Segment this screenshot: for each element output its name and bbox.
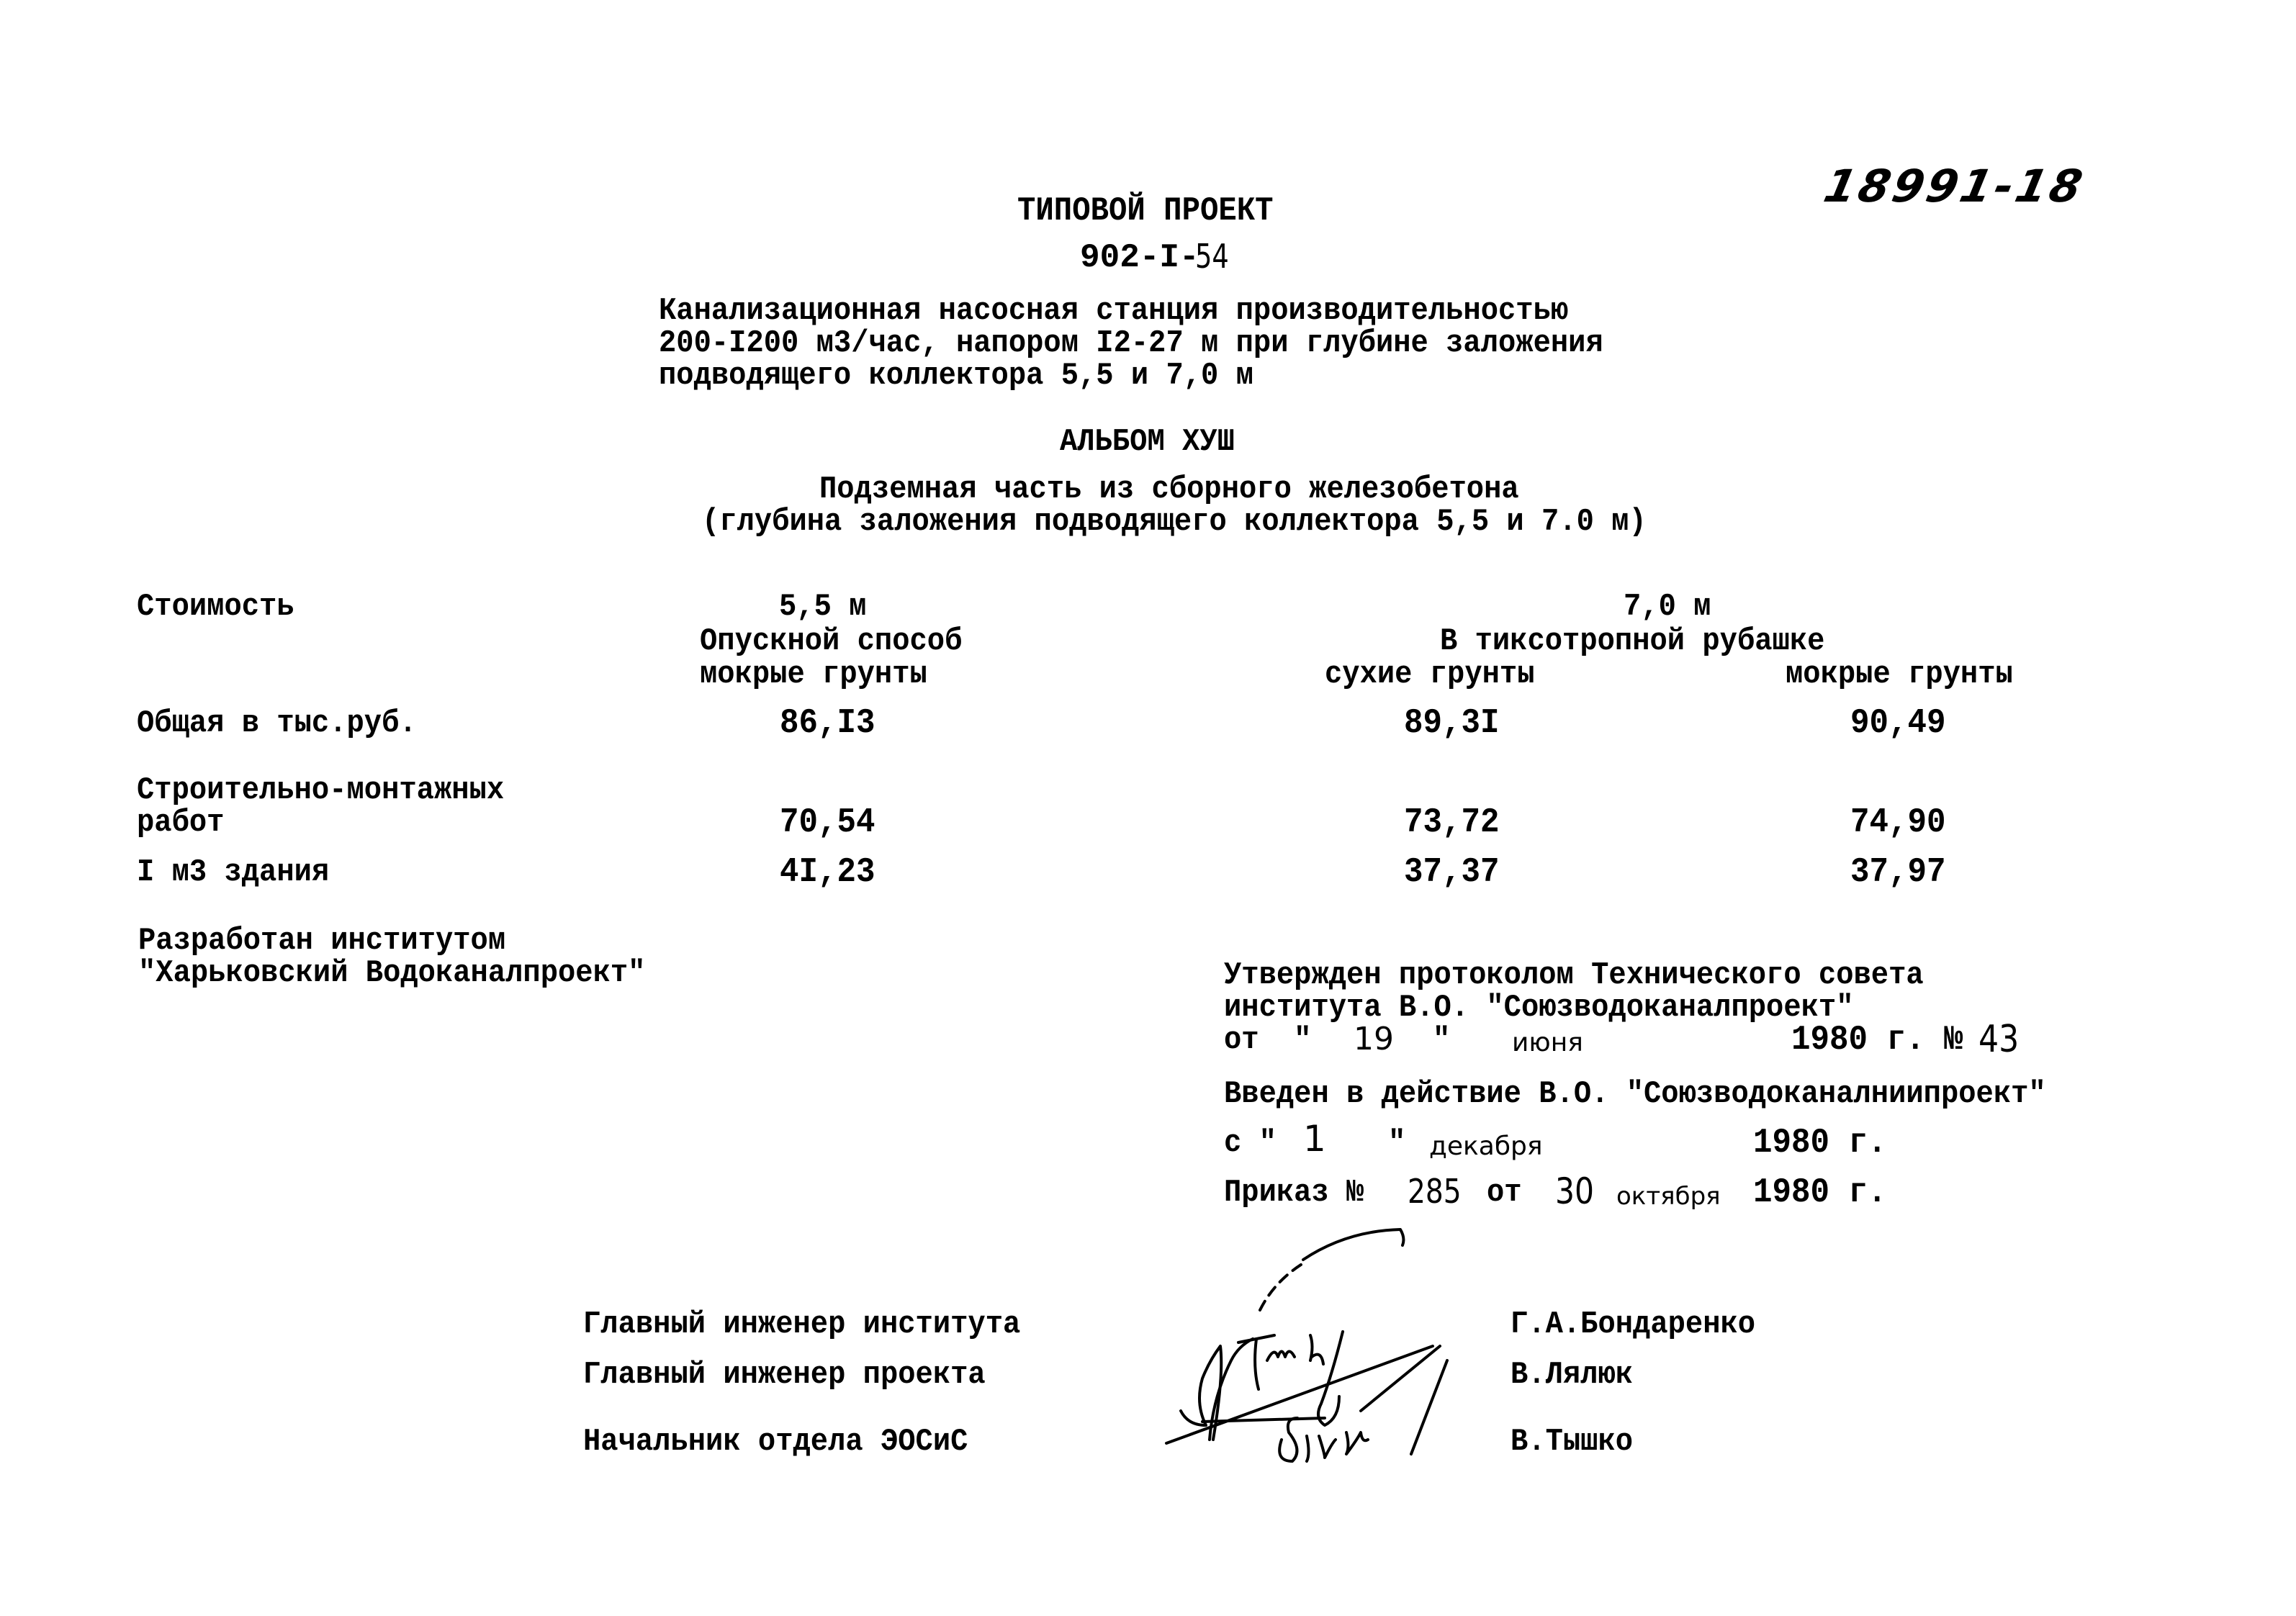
col1-soil: мокрые грунты [700, 656, 927, 692]
description-line-2: 200-I200 м3/час, напором I2-27 м при глубине заложения [659, 325, 1603, 361]
document-title: ТИПОВОЙ ПРОЕКТ [1017, 192, 1274, 230]
album-title: АЛЬБОМ ХУШ [1060, 424, 1235, 460]
approval-date-month: июня [1512, 1028, 1583, 1057]
approval-line-1: Утвержден протоколом Технического совета [1224, 957, 1924, 993]
approval-date-quote: " [1433, 1022, 1451, 1058]
row-total-col1: 86,I3 [780, 704, 875, 743]
col2-method: В тиксотропной рубашке [1440, 623, 1825, 659]
col2-soil: сухие грунты [1325, 656, 1535, 692]
approval-line-2: института В.О. "Союзводоканалпроект" [1224, 990, 1854, 1026]
enactment-line-1: Введен в действие В.О. "Союзводоканалниипроект" [1224, 1076, 2046, 1112]
row-construction-label-line1: Строительно-монтажных [137, 772, 505, 808]
project-code [1080, 237, 1229, 276]
row-total-col3: 90,49 [1850, 704, 1946, 743]
row-total-label: Общая в тыс.руб. [137, 705, 417, 741]
col1-method: Опускной способ [700, 623, 963, 659]
order-year: 1980 г. [1753, 1173, 1887, 1212]
enactment-date-day: 1 [1303, 1118, 1326, 1160]
enactment-date-month: декабря [1429, 1132, 1543, 1161]
project-code-printed: 902-I- [1080, 239, 1199, 276]
signer-name-3: В.Тышко [1511, 1424, 1634, 1460]
signer-position-1: Главный инженер института [583, 1306, 1021, 1342]
col1-depth: 5,5 м [779, 589, 867, 625]
row-construction-col1: 70,54 [780, 803, 875, 842]
description-line-3: подводящего коллектора 5,5 и 7,0 м [659, 358, 1253, 394]
order-month: октября [1616, 1182, 1721, 1211]
col3-soil: мокрые грунты [1786, 656, 2013, 692]
approval-date-prefix: от " [1224, 1022, 1312, 1058]
developer-line-1: Разработан институтом [138, 923, 506, 959]
subtitle-line-1: Подземная часть из сборного железобетона [819, 471, 1519, 507]
row-total-col2: 89,3I [1404, 704, 1500, 743]
handwritten-signatures-icon [1130, 1224, 1476, 1468]
signer-name-1: Г.А.Бондаренко [1511, 1306, 1756, 1342]
order-number: 285 [1408, 1172, 1462, 1211]
order-day: 30 [1555, 1170, 1595, 1212]
protocol-number: 43 [1978, 1018, 2020, 1061]
description-line-1: Канализационная насосная станция производительностью [659, 293, 1569, 329]
developer-line-2: "Харьковский Водоканалпроект" [138, 955, 646, 991]
signer-position-3: Начальник отдела ЭОСиС [583, 1424, 968, 1460]
signer-name-2: В.Лялюк [1511, 1357, 1634, 1393]
row-per-m3-col3: 37,97 [1850, 853, 1946, 892]
inventory-number-stamp: 18991-18 [1819, 160, 2090, 212]
row-per-m3-col1: 4I,23 [780, 853, 875, 892]
col2-depth: 7,0 м [1624, 589, 1711, 625]
row-construction-col3: 74,90 [1850, 803, 1946, 842]
project-code-handwritten: 54 [1195, 237, 1229, 276]
cost-row-header: Стоимость [137, 589, 294, 625]
row-construction-label-line2: работ [137, 805, 225, 841]
enactment-date-prefix: с " [1224, 1125, 1277, 1161]
approval-date-year: 1980 г. № [1791, 1021, 1963, 1060]
row-construction-col2: 73,72 [1404, 803, 1500, 842]
signer-position-2: Главный инженер проекта [583, 1357, 986, 1393]
subtitle-line-2: (глубина заложения подводящего коллектора 5,5 и 7.0 м) [702, 504, 1647, 540]
row-per-m3-label: I м3 здания [137, 854, 330, 890]
approval-date-day: 19 [1354, 1021, 1394, 1057]
enactment-date-year: 1980 г. [1753, 1124, 1887, 1163]
order-from: от [1487, 1175, 1522, 1211]
enactment-date-quote: " [1388, 1125, 1406, 1161]
row-per-m3-col2: 37,37 [1404, 853, 1500, 892]
order-prefix: Приказ № [1224, 1175, 1364, 1211]
